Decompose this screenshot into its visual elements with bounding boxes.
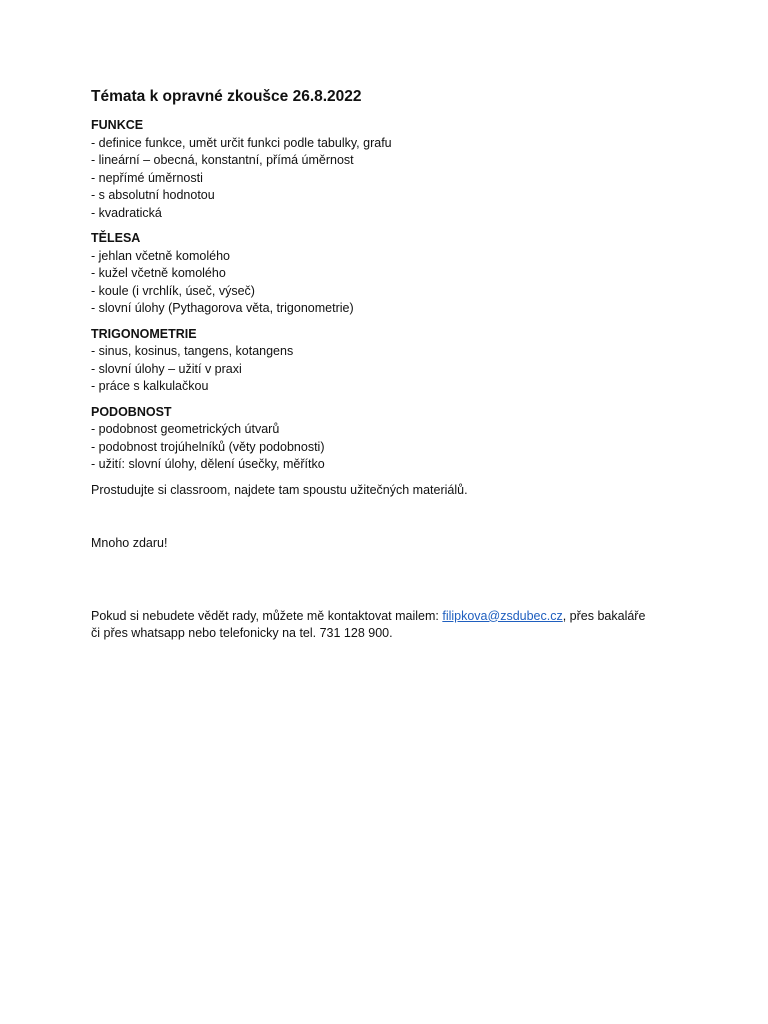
list-item: - lineární – obecná, konstantní, přímá úměrnost (91, 153, 354, 167)
list-item: - definice funkce, umět určit funkci podle tabulky, grafu (91, 135, 392, 150)
list-item: - podobnost geometrických útvarů (91, 422, 280, 436)
section-heading: TRIGONOMETRIE (91, 326, 197, 341)
closing-wish: Mnoho zdaru! (91, 536, 168, 550)
list-item: - slovní úlohy (Pythagorova věta, trigonometrie) (91, 301, 354, 315)
topic-list (91, 343, 691, 396)
section-telesa (91, 230, 691, 318)
section-podobnost (91, 404, 691, 474)
study-note: Prostudujte si classroom, najdete tam spoustu užitečných materiálů. (91, 482, 468, 497)
list-item: - podobnost trojúhelníků (věty podobnosti) (91, 439, 325, 454)
email-link[interactable]: filipkova@zsdubec.cz (442, 608, 563, 623)
topic-list (91, 135, 691, 223)
list-item: - slovní úlohy – užití v praxi (91, 361, 242, 376)
section-trigonometrie (91, 326, 691, 396)
contact-paragraph (91, 608, 691, 643)
list-item: - jehlan včetně komolého (91, 248, 230, 263)
document-content (91, 86, 691, 643)
list-item: - kvadratická (91, 205, 162, 220)
contact-text-before-email: Pokud si nebudete vědět rady, můžete mě kontaktovat mailem: (91, 608, 443, 623)
topic-list (91, 248, 691, 318)
list-item: - práce s kalkulačkou (91, 379, 209, 393)
page-title: Témata k opravné zkoušce 26.8.2022 (91, 88, 362, 105)
list-item: - sinus, kosinus, tangens, kotangens (91, 344, 294, 358)
contact-line-1 (91, 608, 691, 626)
contact-line-2: či přes whatsapp nebo telefonicky na tel. 731 128 900. (91, 626, 393, 640)
section-heading: FUNKCE (91, 118, 144, 132)
section-heading: TĚLESA (91, 231, 141, 245)
section-heading: PODOBNOST (91, 404, 172, 419)
list-item: - užití: slovní úlohy, dělení úsečky, měřítko (91, 457, 325, 471)
contact-text-after-email: , přes bakaláře (562, 608, 646, 623)
list-item: - koule (i vrchlík, úseč, výseč) (91, 283, 255, 298)
section-funkce (91, 117, 691, 222)
topic-list (91, 421, 691, 474)
list-item: - nepřímé úměrnosti (91, 170, 203, 185)
list-item: - s absolutní hodnotou (91, 188, 215, 202)
list-item: - kužel včetně komolého (91, 266, 226, 280)
